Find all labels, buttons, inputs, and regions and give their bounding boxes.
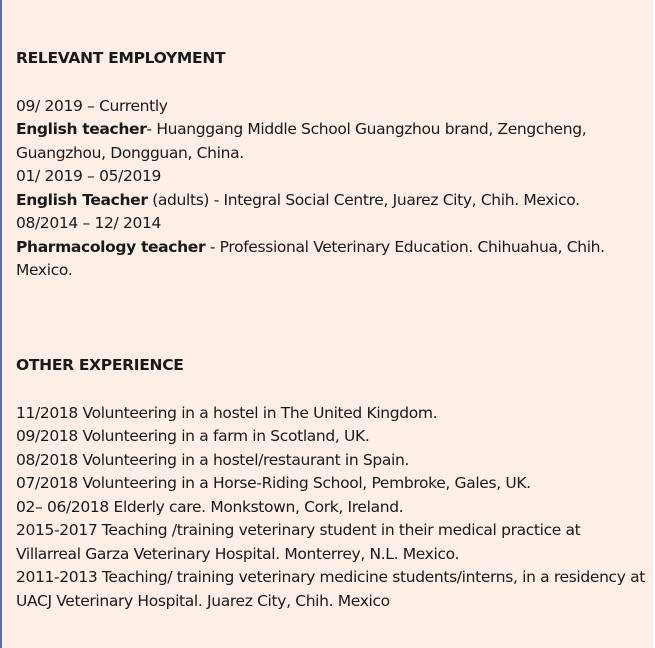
experience-item: 09/2018 Volunteering in a farm in Scotland, UK. (16, 427, 370, 445)
employment-date: 01/ 2019 – 05/2019 (16, 167, 162, 185)
other-experience-heading: OTHER EXPERIENCE (16, 356, 184, 374)
employment-title: English Teacher (16, 190, 148, 209)
employment-details: - Professional Veterinary Education. Chihuahua, Chih. Mexico. (16, 237, 605, 279)
employment-entry (16, 236, 646, 283)
experience-item: 02– 06/2018 Elderly care. Monkstown, Cork, Ireland. (16, 497, 404, 516)
employment-entry (16, 189, 646, 213)
experience-list (16, 402, 646, 614)
other-experience-section (16, 354, 646, 613)
experience-item: 2015-2017 Teaching /training veterinary student in their medical practice at Villarreal Garza Veterinary Hospital. Monterrey, N.L. Mexico. (16, 521, 581, 563)
employment-list (16, 95, 646, 283)
employment-details: - Huanggang Middle School Guangzhou brand, Zengcheng, Guangzhou, Dongguan, China. (16, 120, 587, 162)
experience-item: 08/2018 Volunteering in a hostel/restaurant in Spain. (16, 450, 410, 469)
employment-title: English teacher (16, 120, 147, 138)
employment-details: (adults) - Integral Social Centre, Juarez City, Chih. Mexico. (147, 190, 580, 209)
experience-item: 07/2018 Volunteering in a Horse-Riding School, Pembroke, Gales, UK. (16, 474, 531, 492)
experience-item: 2011-2013 Teaching/ training veterinary medicine students/interns, in a residency at UACJ Veterinary Hospital. Juarez City, Chih. Mexico (16, 568, 645, 610)
employment-entry (16, 118, 646, 165)
relevant-employment-heading: RELEVANT EMPLOYMENT (16, 49, 226, 67)
experience-item: 11/2018 Volunteering in a hostel in The United Kingdom. (16, 403, 438, 422)
relevant-employment-section (16, 47, 646, 283)
employment-date: 08/2014 – 12/ 2014 (16, 214, 162, 232)
employment-title: Pharmacology teacher (16, 237, 206, 256)
employment-date: 09/ 2019 – Currently (16, 96, 168, 115)
